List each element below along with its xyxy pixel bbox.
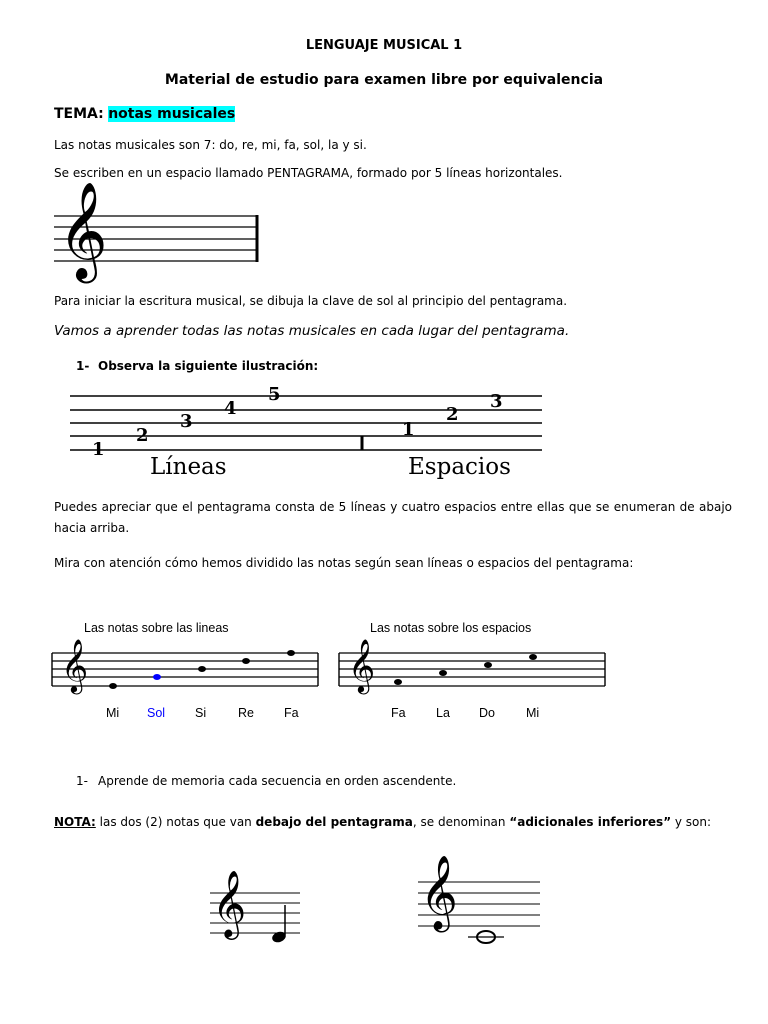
line-number-3: 3 (180, 411, 193, 432)
label-fa-space: Fa (391, 706, 406, 720)
nota-bold-2: “adicionales inferiores” (509, 815, 672, 829)
treble-clef-small-icon: 𝄞 (61, 638, 89, 692)
step-2-number: 1- (76, 774, 88, 788)
lines-caption: Líneas (150, 454, 227, 480)
line-number-2: 2 (136, 425, 149, 446)
label-mi-space: Mi (526, 706, 540, 720)
step-2-text: Aprende de memoria cada secuencia en orden ascendente. (98, 774, 457, 788)
treble-clef-additional-icon-2: 𝄞 (420, 856, 458, 930)
space-number-2: 2 (446, 404, 459, 425)
note-re-below (271, 905, 288, 944)
paragraph-mira: Mira con atención cómo hemos dividido las notas según sean líneas o espacios del pentagrama: (54, 556, 634, 570)
lines-staff-title: Las notas sobre las lineas (84, 621, 229, 635)
spaces-caption: Espacios (408, 454, 511, 480)
nota-bold-1: debajo del pentagrama (255, 815, 413, 829)
spaces-staff-title: Las notas sobre los espacios (370, 621, 532, 635)
space-number-3: 3 (490, 391, 503, 412)
paragraph-puedes: Puedes apreciar que el pentagrama consta de 5 líneas y cuatro espacios entre ellas que se enumeran de abajo hacia arriba. (54, 500, 732, 535)
label-re: Re (238, 706, 254, 720)
step-1-text: Observa la siguiente ilustración: (98, 359, 319, 373)
treble-clef-additional-icon: 𝄞 (212, 869, 247, 937)
page-title: LENGUAJE MUSICAL 1 (305, 38, 463, 53)
label-do-space: Do (479, 706, 495, 720)
line-number-1: 1 (92, 439, 105, 460)
page-subtitle: Material de estudio para examen libre por equivalencia (164, 72, 604, 88)
label-la-space: La (436, 706, 450, 720)
paragraph-vamos: Vamos a aprender todas las notas musicales en cada lugar del pentagrama. (54, 323, 570, 339)
label-sol: Sol (147, 706, 166, 720)
paragraph-notes-count: Las notas musicales son 7: do, re, mi, fa, sol, la y si. (54, 138, 367, 152)
treble-clef-small-icon-2: 𝄞 (348, 638, 376, 692)
label-fa: Fa (284, 706, 299, 720)
tema-label: TEMA: (54, 106, 104, 122)
label-mi: Mi (106, 706, 120, 720)
nota-text-1: las dos (2) notas que van (95, 815, 256, 829)
tema-value: notas musicales (108, 106, 236, 122)
line-number-5: 5 (268, 384, 281, 405)
paragraph-clave: Para iniciar la escritura musical, se dibuja la clave de sol al principio del pentagrama. (54, 294, 568, 308)
nota-text-3: y son: (671, 815, 712, 829)
nota-text-2: , se denominan (412, 815, 510, 829)
line-number-4: 4 (224, 398, 237, 419)
space-number-1: 1 (402, 419, 415, 440)
paragraph-pentagrama: Se escriben en un espacio llamado PENTAGRAMA, formado por 5 líneas horizontales. (54, 166, 563, 180)
step-1-number: 1- (76, 359, 90, 373)
label-si: Si (195, 706, 207, 720)
nota-label: NOTA: (54, 815, 96, 829)
treble-clef-icon: 𝄞 (58, 181, 108, 279)
